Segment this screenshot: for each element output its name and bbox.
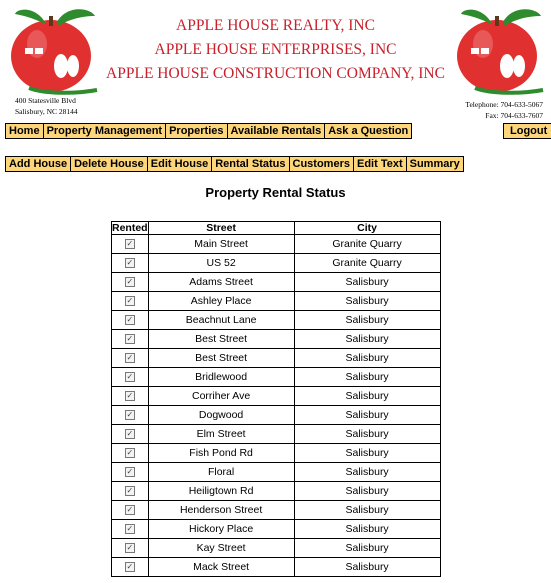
rented-checkbox[interactable]: ✓ [126,258,134,268]
header-rented: Rented [112,222,148,234]
header-street: Street [148,222,294,235]
address-line-2: Salisbury, NC 28144 [15,107,78,116]
table-row [112,406,441,425]
rented-cell [112,539,149,558]
rented-cell [112,406,149,425]
street-cell: Ashley Place [148,292,294,311]
rented-checkbox[interactable]: ✓ [126,543,134,553]
city-cell: Salisbury [294,406,440,425]
nav-property-management[interactable]: Property Management [43,123,167,139]
street-cell: Mack Street [148,558,294,577]
nav-edit-house[interactable]: Edit House [147,156,212,172]
table-row [112,235,441,254]
table-row [112,273,441,292]
rented-checkbox[interactable]: ✓ [126,334,134,344]
rented-cell [112,501,149,520]
table-row [112,254,441,273]
rented-checkbox[interactable]: ✓ [126,562,134,572]
city-cell: Salisbury [294,463,440,482]
city-cell: Salisbury [294,539,440,558]
nav-home[interactable]: Home [5,123,44,139]
nav-customers[interactable]: Customers [289,156,354,172]
nav-available-rentals[interactable]: Available Rentals [227,123,326,139]
rented-cell [112,349,149,368]
rented-checkbox[interactable]: ✓ [126,315,134,325]
table-row [112,292,441,311]
street-cell: Best Street [148,330,294,349]
table-row [112,444,441,463]
main-nav [5,123,411,139]
street-cell: Best Street [148,349,294,368]
table-row [112,463,441,482]
company-name-2: APPLE HOUSE ENTERPRISES, INC [154,41,397,58]
city-cell: Salisbury [294,368,440,387]
city-cell: Salisbury [294,520,440,539]
city-cell: Salisbury [294,273,440,292]
nav-delete-house[interactable]: Delete House [70,156,148,172]
nav-edit-text[interactable]: Edit Text [353,156,407,172]
table-row [112,368,441,387]
rented-checkbox[interactable]: ✓ [126,391,134,401]
rented-checkbox[interactable]: ✓ [126,353,134,363]
contact-block [465,99,543,121]
rented-cell [112,311,149,330]
street-cell: Kay Street [148,539,294,558]
rented-checkbox[interactable]: ✓ [126,296,134,306]
table-row [112,349,441,368]
address-line-1: 400 Statesville Blvd [15,96,76,105]
rented-cell [112,330,149,349]
address-block [15,95,78,117]
table-row [112,520,441,539]
rented-checkbox[interactable]: ✓ [126,277,134,287]
rented-checkbox[interactable]: ✓ [126,410,134,420]
city-cell: Salisbury [294,482,440,501]
city-cell: Salisbury [294,292,440,311]
table-row [112,558,441,577]
city-cell: Salisbury [294,425,440,444]
city-cell: Granite Quarry [294,254,440,273]
street-cell: Hickory Place [148,520,294,539]
rented-cell [112,273,149,292]
rented-cell [112,368,149,387]
street-cell: US 52 [148,254,294,273]
rented-checkbox[interactable]: ✓ [126,429,134,439]
table-row [112,482,441,501]
company-name-1: APPLE HOUSE REALTY, INC [176,17,375,34]
table-header-row [112,222,441,235]
city-cell: Granite Quarry [294,235,440,254]
rented-checkbox[interactable]: ✓ [126,486,134,496]
rented-checkbox[interactable]: ✓ [126,524,134,534]
telephone: Telephone: 704-633-5067 [465,100,543,109]
header-city: City [294,222,440,235]
rented-cell [112,387,149,406]
logout-button[interactable]: Logout [503,123,551,139]
rented-cell [112,444,149,463]
city-cell: Salisbury [294,349,440,368]
street-cell: Main Street [148,235,294,254]
city-cell: Salisbury [294,311,440,330]
city-cell: Salisbury [294,558,440,577]
rented-checkbox[interactable]: ✓ [126,505,134,515]
street-cell: Beachnut Lane [148,311,294,330]
rented-cell [112,425,149,444]
street-cell: Adams Street [148,273,294,292]
admin-nav [5,156,463,172]
city-cell: Salisbury [294,444,440,463]
rented-cell [112,482,149,501]
table-row [112,425,441,444]
company-name-3: APPLE HOUSE CONSTRUCTION COMPANY, INC [106,65,445,82]
table-row [112,539,441,558]
rented-checkbox[interactable]: ✓ [126,448,134,458]
city-cell: Salisbury [294,501,440,520]
street-cell: Elm Street [148,425,294,444]
table-row [112,501,441,520]
rented-checkbox[interactable]: ✓ [126,239,134,249]
rented-cell [112,235,149,254]
city-cell: Salisbury [294,330,440,349]
rented-checkbox[interactable]: ✓ [126,467,134,477]
page-title: Property Rental Status [205,185,346,200]
rented-cell [112,463,149,482]
nav-add-house[interactable]: Add House [5,156,71,172]
street-cell: Dogwood [148,406,294,425]
street-cell: Corriher Ave [148,387,294,406]
city-cell: Salisbury [294,387,440,406]
nav-properties[interactable]: Properties [165,123,227,139]
street-cell: Henderson Street [148,501,294,520]
rented-cell [112,520,149,539]
rental-status-table [111,221,441,577]
fax: Fax: 704-633-7607 [485,111,543,120]
street-cell: Bridlewood [148,368,294,387]
rented-cell [112,292,149,311]
table-row [112,330,441,349]
nav-rental-status[interactable]: Rental Status [211,156,289,172]
street-cell: Floral [148,463,294,482]
rented-checkbox[interactable]: ✓ [126,372,134,382]
street-cell: Fish Pond Rd [148,444,294,463]
street-cell: Heiligtown Rd [148,482,294,501]
table-row [112,387,441,406]
table-row [112,311,441,330]
nav-ask-a-question[interactable]: Ask a Question [324,123,412,139]
nav-summary[interactable]: Summary [406,156,464,172]
rented-cell [112,558,149,577]
rented-cell [112,254,149,273]
